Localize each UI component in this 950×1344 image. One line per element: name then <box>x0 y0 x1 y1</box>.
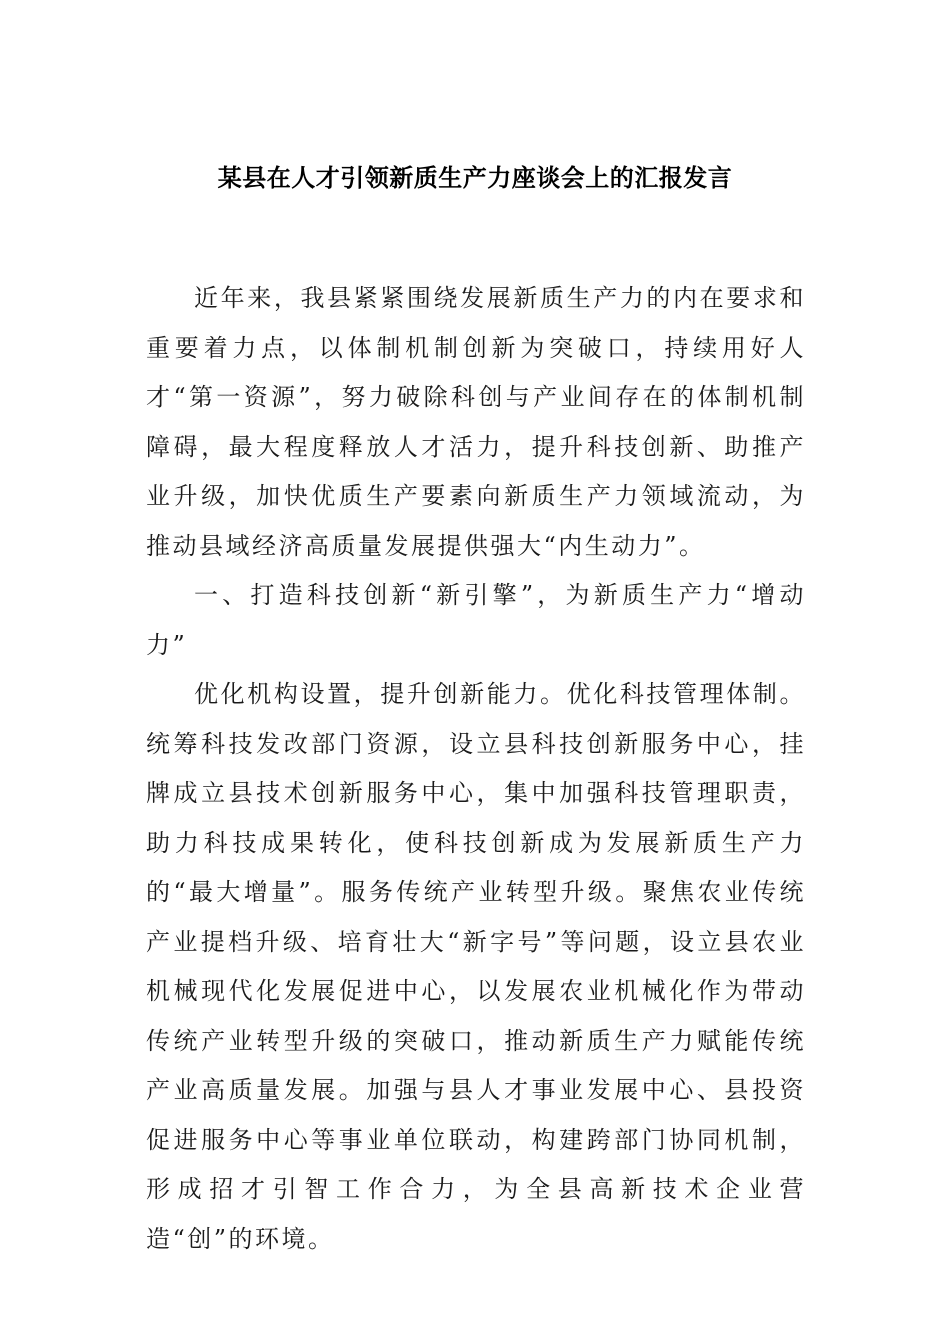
body-paragraph: 优化机构设置，提升创新能力。优化科技管理体制。统筹科技发改部门资源，设立县科技创新服务中心，挂牌成立县技术创新服务中心，集中加强科技管理职责，助力科技成果转化，使科技创新成为发展新质生产力的“最大增量”。服务传统产业转型升级。聚焦农业传统产业提档升级、培育壮大“新字号”等问题，设立县农业机械现代化发展促进中心，以发展农业机械化作为带动传统产业转型升级的突破口，推动新质生产力赋能传统产业高质量发展。加强与县人才事业发展中心、县投资促进服务中心等事业单位联动，构建跨部门协同机制，形成招才引智工作合力，为全县高新技术企业营造“创”的环境。 <box>146 680 806 1253</box>
section-heading-1: 一、打造科技创新“新引擎”，为新质生产力“增动力” <box>146 581 806 659</box>
intro-paragraph: 近年来，我县紧紧围绕发展新质生产力的内在要求和重要着力点，以体制机制创新为突破口，持续用好人才“第一资源”，努力破除科创与产业间存在的体制机制障碍，最大程度释放人才活力，提升科技创新、助推产业升级，加快优质生产要素向新质生产力领域流动，为推动县域经济高质量发展提供强大“内生动力”。 <box>146 284 806 560</box>
document-body <box>146 274 806 1264</box>
document-title: 某县在人才引领新质生产力座谈会上的汇报发言 <box>217 163 733 192</box>
